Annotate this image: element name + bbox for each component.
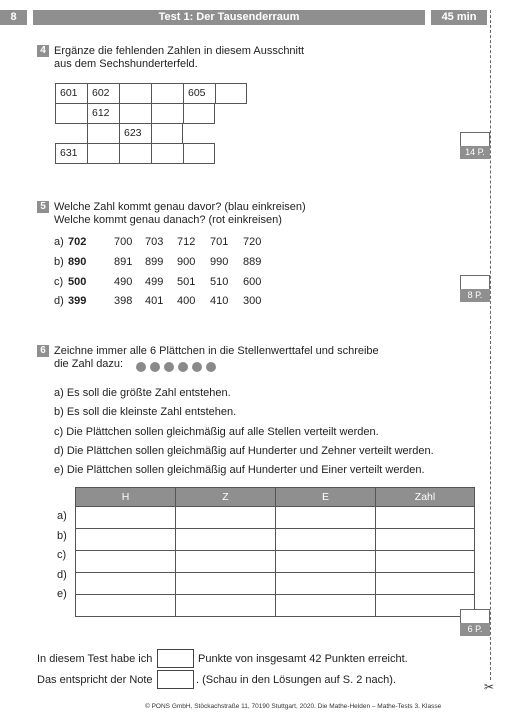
grid-cell[interactable]: 602	[87, 83, 120, 104]
table-cell[interactable]	[176, 595, 276, 617]
task-5-instruction	[54, 201, 306, 227]
grid-cell[interactable]	[87, 123, 120, 144]
target-number: 702	[68, 236, 87, 248]
column-header-zahl: Zahl	[376, 488, 475, 507]
task-6-item: c) Die Plättchen sollen gleichmäßig auf alle Stellen verteilt werden.	[54, 426, 379, 438]
table-cell[interactable]	[276, 529, 376, 551]
table-cell[interactable]	[276, 507, 376, 529]
grid-cell[interactable]	[151, 103, 184, 124]
table-cell[interactable]	[376, 551, 475, 573]
table-cell[interactable]	[176, 507, 276, 529]
task-4-points: 14 P.	[460, 146, 490, 159]
table-cell[interactable]	[176, 529, 276, 551]
grid-cell[interactable]	[119, 83, 152, 104]
table-row	[76, 551, 475, 573]
table-cell[interactable]	[76, 573, 176, 595]
row-label: b)	[54, 256, 64, 268]
task-6-badge: 6	[37, 345, 49, 357]
grid-cell[interactable]: 601	[55, 83, 88, 104]
option-number[interactable]: 700	[114, 236, 133, 248]
grid-cell[interactable]	[183, 103, 215, 124]
task-6-item: e) Die Plättchen sollen gleichmäßig auf Hunderter und Einer verteilt werden.	[54, 464, 425, 476]
counter-dot-icon	[192, 362, 202, 372]
row-label: a)	[54, 236, 64, 248]
option-number[interactable]: 410	[210, 295, 229, 307]
task-4-line2: aus dem Sechshunderterfeld.	[54, 58, 198, 70]
counter-dot-icon	[150, 362, 160, 372]
counter-dot-icon	[164, 362, 174, 372]
table-cell[interactable]	[376, 529, 475, 551]
counter-dot-icon	[178, 362, 188, 372]
option-number[interactable]: 398	[114, 295, 133, 307]
table-cell[interactable]	[76, 551, 176, 573]
test-title: Test 1: Der Tausenderraum	[158, 11, 300, 23]
grid-cell[interactable]	[119, 143, 152, 164]
table-row-label: e)	[57, 588, 67, 600]
task-4-line1: Ergänze die fehlenden Zahlen in diesem Ausschnitt	[54, 45, 305, 57]
grid-cell[interactable]	[151, 123, 183, 144]
grid-cell[interactable]	[119, 103, 152, 124]
task-5-line2: Welche kommt genau danach? (rot einkreisen)	[54, 214, 282, 226]
counter-dot-icon	[206, 362, 216, 372]
table-row-label: d)	[57, 569, 67, 581]
task-4-score-box[interactable]	[460, 132, 490, 146]
option-number[interactable]: 510	[210, 276, 229, 288]
grid-cell[interactable]	[151, 83, 184, 104]
test-title-bar	[33, 10, 425, 25]
grid-cell[interactable]: 631	[55, 143, 88, 164]
option-number[interactable]: 889	[243, 256, 262, 268]
task-5-badge: 5	[37, 201, 49, 213]
option-number[interactable]: 600	[243, 276, 262, 288]
option-number[interactable]: 720	[243, 236, 262, 248]
option-number[interactable]: 703	[145, 236, 164, 248]
task-6-item: a) Es soll die größte Zahl entstehen.	[54, 387, 231, 399]
grid-cell[interactable]	[87, 143, 120, 164]
task-5-line1: Welche Zahl kommt genau davor? (blau einkreisen)	[54, 201, 306, 213]
copyright-footer: © PONS GmbH, Stöckachstraße 11, 70190 Stuttgart, 2020. Die Mathe-Helden – Mathe-Tests 3. Klasse	[145, 703, 442, 710]
option-number[interactable]: 499	[145, 276, 164, 288]
target-number: 500	[68, 276, 87, 288]
target-number: 890	[68, 256, 87, 268]
option-number[interactable]: 900	[177, 256, 196, 268]
row-label: d)	[54, 295, 64, 307]
task-6-item: b) Es soll die kleinste Zahl entstehen.	[54, 406, 237, 418]
grid-cell[interactable]	[151, 143, 184, 164]
grid-cell[interactable]: 623	[119, 123, 152, 144]
task-6-instruction	[54, 345, 379, 371]
page-number-tab	[0, 10, 27, 25]
option-number[interactable]: 501	[177, 276, 196, 288]
task-6-line2: die Zahl dazu:	[54, 358, 124, 370]
table-row	[76, 507, 475, 529]
task-4-badge: 4	[37, 45, 49, 57]
table-cell[interactable]	[76, 507, 176, 529]
option-number[interactable]: 990	[210, 256, 229, 268]
table-row-label: c)	[57, 549, 67, 561]
summary-line-2-end: . (Schau in den Lösungen auf S. 2 nach).	[196, 674, 396, 686]
points-answer-box[interactable]	[157, 649, 194, 668]
option-number[interactable]: 300	[243, 295, 262, 307]
cut-line	[490, 10, 491, 680]
table-cell[interactable]	[276, 595, 376, 617]
table-cell[interactable]	[76, 595, 176, 617]
grid-cell[interactable]	[55, 103, 88, 124]
option-number[interactable]: 899	[145, 256, 164, 268]
place-value-table	[75, 487, 475, 617]
option-number[interactable]: 891	[114, 256, 133, 268]
column-header-h: H	[76, 488, 176, 507]
counter-dot-icon	[136, 362, 146, 372]
table-row	[76, 573, 475, 595]
option-number[interactable]: 701	[210, 236, 229, 248]
option-number[interactable]: 400	[177, 295, 196, 307]
option-number[interactable]: 712	[177, 236, 196, 248]
row-label: c)	[54, 276, 64, 288]
grid-cell[interactable]: 605	[183, 83, 216, 104]
table-cell[interactable]	[276, 551, 376, 573]
page-number: 8	[10, 11, 17, 23]
task-6-item: d) Die Plättchen sollen gleichmäßig auf Hunderter und Zehner verteilt werden.	[54, 445, 434, 457]
task-4-instruction	[54, 45, 304, 71]
grid-cell[interactable]: 612	[87, 103, 120, 124]
table-cell[interactable]	[276, 573, 376, 595]
target-number: 399	[68, 295, 87, 307]
table-cell[interactable]	[376, 573, 475, 595]
table-row	[76, 595, 475, 617]
column-header-e: E	[276, 488, 376, 507]
summary-line-1-start: In diesem Test habe ich	[37, 653, 153, 665]
task-5-score-box[interactable]	[460, 275, 490, 289]
table-cell[interactable]	[76, 529, 176, 551]
table-row-label: a)	[57, 510, 67, 522]
table-cell[interactable]	[376, 507, 475, 529]
grade-answer-box[interactable]	[157, 670, 194, 689]
table-row	[76, 529, 475, 551]
column-header-z: Z	[176, 488, 276, 507]
time-tab	[431, 10, 487, 25]
table-cell[interactable]	[176, 573, 276, 595]
task-6-line1: Zeichne immer alle 6 Plättchen in die Stellenwerttafel und schreibe	[54, 345, 379, 357]
task-5-points: 8 P.	[460, 289, 490, 302]
option-number[interactable]: 490	[114, 276, 133, 288]
table-cell[interactable]	[176, 551, 276, 573]
grid-cell[interactable]	[183, 143, 215, 164]
option-number[interactable]: 401	[145, 295, 164, 307]
time-limit: 45 min	[441, 11, 477, 23]
grid-cell[interactable]	[215, 83, 247, 104]
task-6-points: 6 P.	[460, 623, 490, 636]
scissors-icon: ✂	[484, 680, 495, 694]
table-row-label: b)	[57, 530, 67, 542]
summary-line-2-start: Das entspricht der Note	[37, 674, 153, 686]
task-6-score-box[interactable]	[460, 609, 490, 623]
summary-line-1-end: Punkte von insgesamt 42 Punkten erreicht.	[198, 653, 408, 665]
